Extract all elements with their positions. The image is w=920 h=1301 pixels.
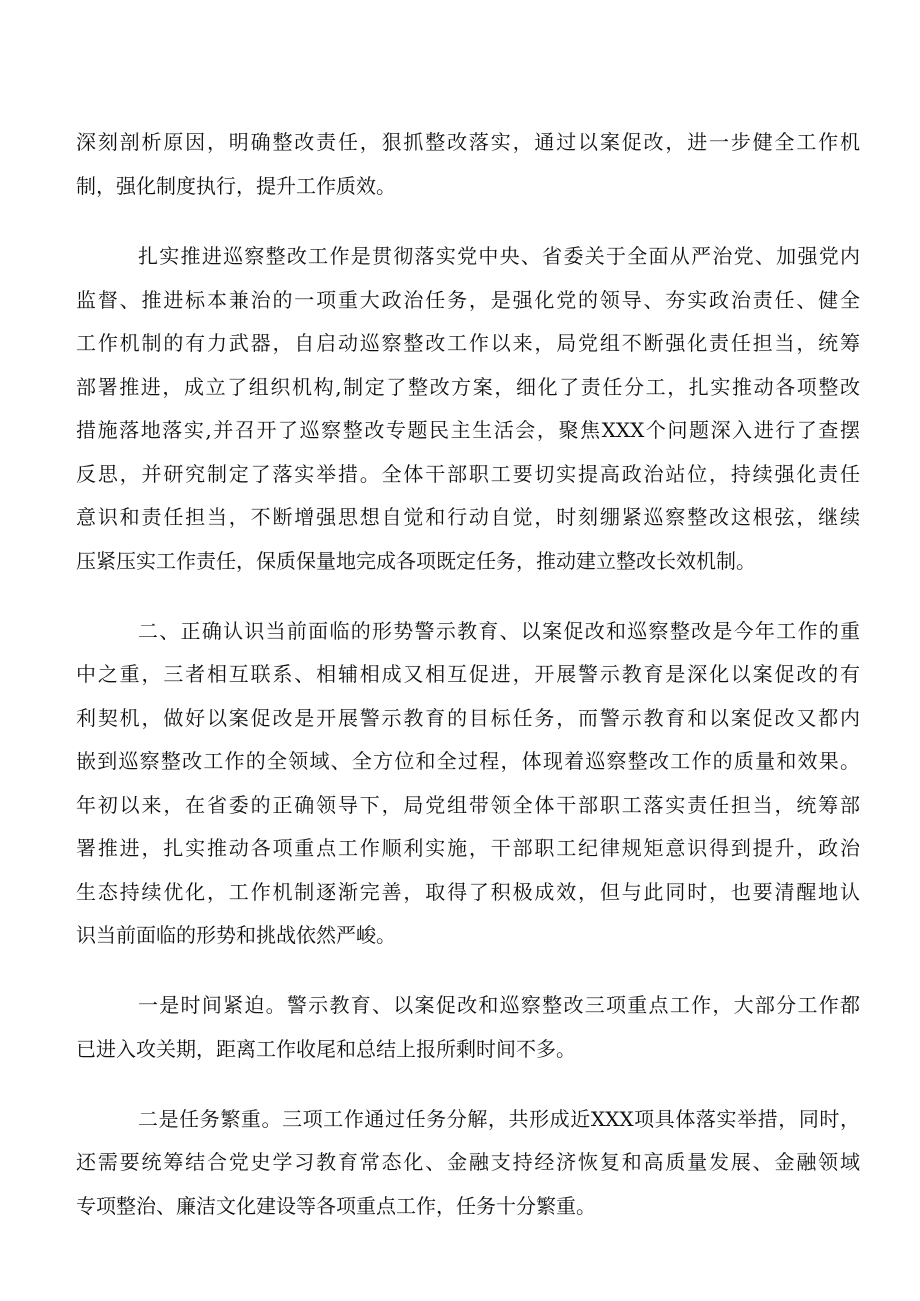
text-line: 部署推进，成立了组织机构,制定了整改方案，细化了责任分工，扎实推动各项整改	[76, 375, 860, 399]
text-line: 监督、推进标本兼治的一项重大政治任务，是强化党的领导、夯实政治责任、健全	[76, 288, 860, 312]
text-line: 识当前面临的形势和挑战依然严峻。	[76, 923, 396, 947]
text-line: 利契机，做好以案促改是开展警示教育的目标任务，而警示教育和以案促改又都内	[76, 706, 860, 730]
text-line: 已进入攻关期，距离工作收尾和总结上报所剩时间不多。	[76, 1037, 576, 1061]
text-line: 意识和责任担当，不断增强思想自觉和行动自觉，时刻绷紧巡察整改这根弦，继续	[76, 505, 860, 529]
text-line: 年初以来，在省委的正确领导下，局党组带领全体干部职工落实责任担当，统筹部	[76, 793, 860, 817]
text-line: 二是任务繁重。三项工作通过任务分解，共形成近XXX项具体落实举措，同时，	[138, 1107, 860, 1131]
text-line: 深刻剖析原因，明确整改责任，狠抓整改落实，通过以案促改，进一步健全工作机	[76, 130, 860, 154]
text-line: 工作机制的有力武器，自启动巡察整改工作以来，局党组不断强化责任担当，统筹	[76, 331, 860, 355]
text-line: 还需要统筹结合党史学习教育常态化、金融支持经济恢复和高质量发展、金融领域	[76, 1150, 860, 1174]
text-line: 中之重，三者相互联系、相辅相成又相互促进，开展警示教育是深化以案促改的有	[76, 662, 860, 686]
text-line: 署推进，扎实推动各项重点工作顺利实施，干部职工纪律规矩意识得到提升，政治	[76, 836, 860, 860]
text-line: 生态持续优化，工作机制逐渐完善，取得了积极成效，但与此同时，也要清醒地认	[76, 880, 860, 904]
text-line: 措施落地落实,并召开了巡察整改专题民主生活会，聚焦XXX个问题深入进行了查摆	[76, 418, 860, 442]
text-line: 反思，并研究制定了落实举措。全体干部职工要切实提高政治站位，持续强化责任	[76, 462, 860, 486]
text-line: 制，强化制度执行，提升工作质效。	[76, 174, 396, 198]
text-line: 嵌到巡察整改工作的全领域、全方位和全过程，体现着巡察整改工作的质量和效果。	[76, 749, 860, 773]
text-line: 压紧压实工作责任，保质保量地完成各项既定任务，推动建立整改长效机制。	[76, 549, 756, 573]
text-line: 一是时间紧迫。警示教育、以案促改和巡察整改三项重点工作，大部分工作都	[138, 993, 860, 1017]
text-line: 专项整治、廉洁文化建设等各项重点工作，任务十分繁重。	[76, 1194, 596, 1218]
text-line: 扎实推进巡察整改工作是贯彻落实党中央、省委关于全面从严治党、加强党内	[138, 244, 860, 268]
text-line: 二、正确认识当前面临的形势警示教育、以案促改和巡察整改是今年工作的重	[138, 619, 860, 643]
